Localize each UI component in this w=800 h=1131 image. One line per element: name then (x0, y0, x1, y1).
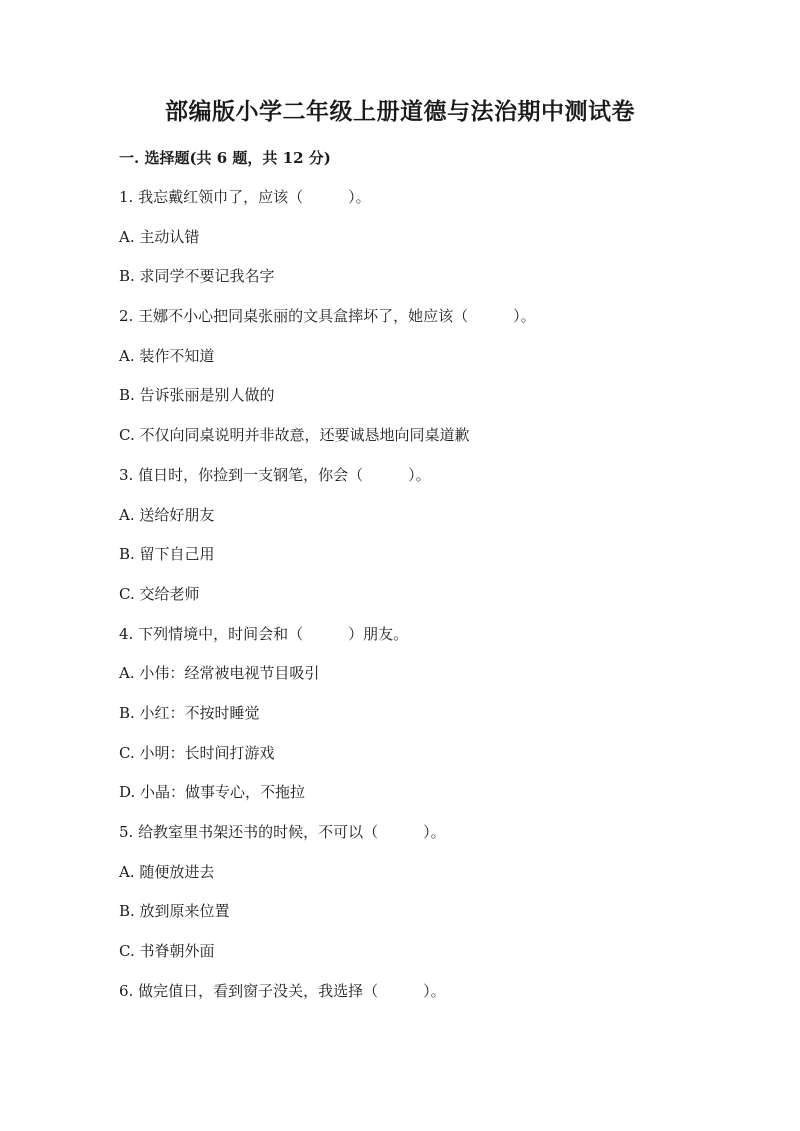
question-list (119, 185, 719, 1018)
answer-option: D. 小晶：做事专心，不拖拉 (119, 783, 306, 802)
question-stem: 2. 王娜不小心把同桌张丽的文具盒摔坏了，她应该（ ）。 (119, 307, 536, 326)
answer-option: C. 小明：长时间打游戏 (119, 743, 275, 762)
question-stem: 6. 做完值日，看到窗子没关，我选择（ ）。 (119, 981, 446, 1000)
answer-option: B. 告诉张丽是别人做的 (119, 386, 275, 405)
answer-option: B. 放到原来位置 (119, 902, 230, 921)
question-stem: 5. 给教室里书架还书的时候，不可以（ ）。 (119, 823, 446, 841)
answer-option: B. 求同学不要记我名字 (119, 267, 275, 286)
answer-option: C. 交给老师 (119, 584, 200, 603)
answer-option: A. 送给好朋友 (119, 505, 215, 524)
answer-option: B. 留下自己用 (119, 545, 215, 564)
question-stem: 3. 值日时，你捡到一支钢笔，你会（ ）。 (119, 465, 431, 484)
answer-option: B. 小红：不按时睡觉 (119, 703, 260, 722)
answer-option: A. 随便放进去 (119, 862, 215, 881)
answer-option: C. 不仅向同桌说明并非故意，还要诚恳地向同桌道歉 (119, 426, 470, 445)
answer-option: A. 装作不知道 (119, 346, 215, 365)
page-title: 部编版小学二年级上册道德与法治期中测试卷 (165, 98, 635, 125)
question-stem: 1. 我忘戴红领巾了，应该（ ）。 (119, 188, 371, 206)
section-heading: 一. 选择题(共 6 题，共 12 分) (119, 149, 331, 167)
answer-option: C. 书脊朝外面 (119, 942, 215, 961)
answer-option: A. 主动认错 (119, 227, 200, 246)
answer-option: A. 小伟：经常被电视节目吸引 (119, 664, 320, 683)
question-stem: 4. 下列情境中，时间会和（ ）朋友。 (119, 624, 409, 643)
